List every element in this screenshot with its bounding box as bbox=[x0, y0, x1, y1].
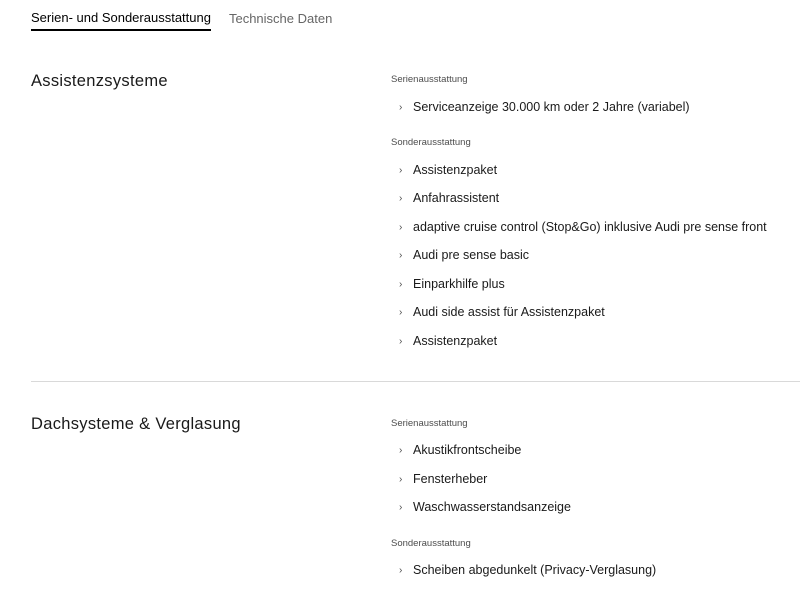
list-item[interactable] bbox=[399, 563, 656, 577]
chevron-right-icon: › bbox=[399, 501, 403, 513]
section-title-dachsysteme-verglasung: Dachsysteme & Verglasung bbox=[31, 415, 241, 433]
list-item[interactable] bbox=[399, 305, 605, 319]
chevron-right-icon: › bbox=[399, 444, 403, 456]
chevron-right-icon: › bbox=[399, 473, 403, 485]
chevron-right-icon: › bbox=[399, 221, 403, 233]
list-item-label: Einparkhilfe plus bbox=[413, 277, 505, 291]
group-label-sonderausstattung: Sonderausstattung bbox=[391, 538, 471, 549]
list-item[interactable] bbox=[399, 334, 497, 348]
list-item-label: Audi side assist für Assistenzpaket bbox=[413, 305, 605, 319]
list-item-label: Akustikfrontscheibe bbox=[413, 443, 522, 457]
group-label-sonderausstattung: Sonderausstattung bbox=[391, 137, 471, 148]
tab-bar bbox=[31, 0, 332, 31]
list-item-label: Waschwasserstandsanzeige bbox=[413, 500, 571, 514]
section-title-assistenzsysteme: Assistenzsysteme bbox=[31, 72, 168, 90]
group-label-serienausstattung: Serienausstattung bbox=[391, 74, 468, 85]
tab-serien-und-sonderausstattung[interactable]: Serien- und Sonderausstattung bbox=[31, 0, 211, 31]
chevron-right-icon: › bbox=[399, 306, 403, 318]
section-divider bbox=[31, 381, 800, 382]
list-item-label: Assistenzpaket bbox=[413, 334, 498, 348]
chevron-right-icon: › bbox=[399, 249, 403, 261]
list-item-label: Serviceanzeige 30.000 km oder 2 Jahre (variabel) bbox=[413, 100, 690, 114]
tab-technische-daten[interactable]: Technische Daten bbox=[228, 11, 333, 26]
list-item[interactable] bbox=[399, 163, 497, 177]
list-item-label: Audi pre sense basic bbox=[413, 248, 530, 262]
list-item[interactable] bbox=[399, 500, 571, 514]
chevron-right-icon: › bbox=[399, 564, 403, 576]
chevron-right-icon: › bbox=[399, 335, 403, 347]
list-item[interactable] bbox=[399, 100, 690, 114]
list-item-label: Assistenzpaket bbox=[413, 163, 498, 177]
list-item[interactable] bbox=[399, 277, 505, 291]
chevron-right-icon: › bbox=[399, 101, 403, 113]
list-item-label: adaptive cruise control (Stop&Go) inklusive Audi pre sense front bbox=[413, 220, 767, 234]
list-item[interactable] bbox=[399, 248, 529, 262]
chevron-right-icon: › bbox=[399, 278, 403, 290]
list-item-label: Fensterheber bbox=[413, 472, 488, 486]
chevron-right-icon: › bbox=[399, 164, 403, 176]
list-item[interactable] bbox=[399, 443, 521, 457]
list-item[interactable] bbox=[399, 220, 767, 234]
list-item-label: Scheiben abgedunkelt (Privacy-Verglasung) bbox=[413, 563, 657, 577]
list-item[interactable] bbox=[399, 191, 499, 205]
chevron-right-icon: › bbox=[399, 192, 403, 204]
list-item[interactable] bbox=[399, 472, 487, 486]
group-label-serienausstattung: Serienausstattung bbox=[391, 418, 468, 429]
list-item-label: Anfahrassistent bbox=[413, 191, 500, 205]
